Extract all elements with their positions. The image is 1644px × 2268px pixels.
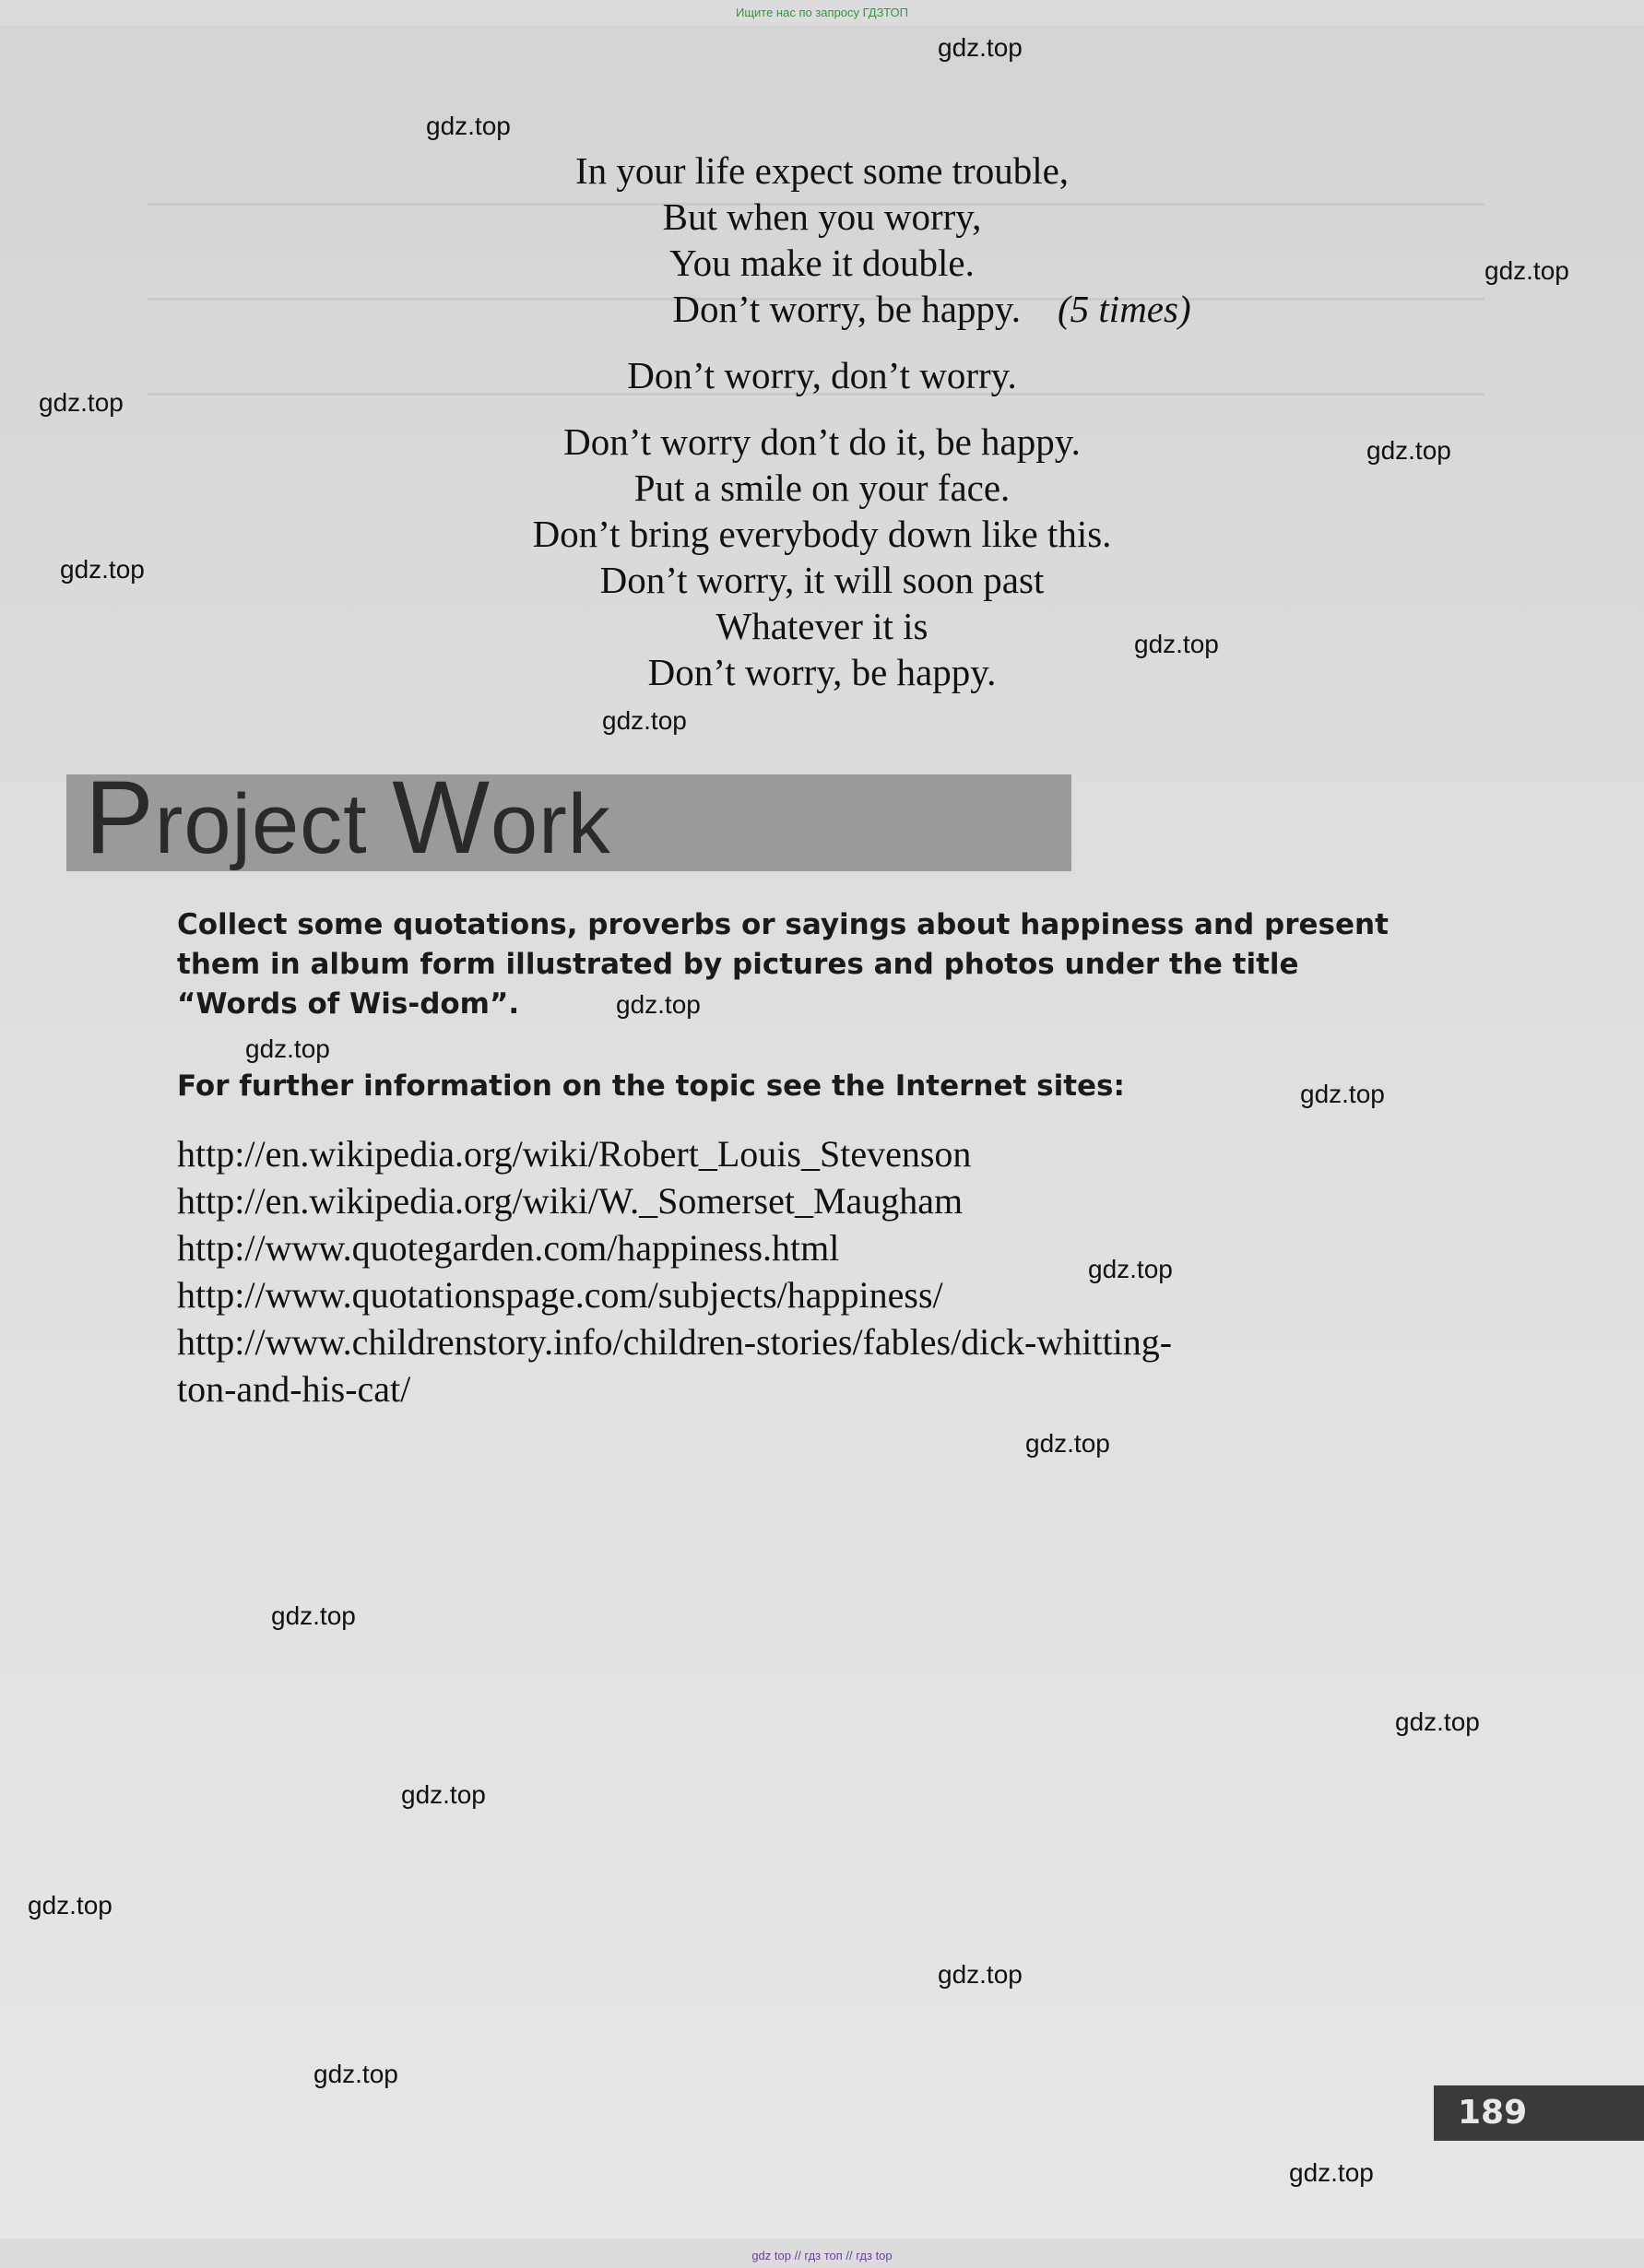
- poem-line: Put a smile on your face.: [633, 467, 1011, 509]
- link-maugham[interactable]: http://en.wikipedia.org/wiki/W._Somerset_Maugham: [177, 1180, 964, 1222]
- watermark: gdz.top: [1289, 2158, 1374, 2187]
- link-quotationspage[interactable]: http://www.quotationspage.com/subjects/happiness/: [177, 1274, 943, 1316]
- watermark: gdz.top: [1366, 436, 1451, 465]
- title-initial-w: W: [392, 760, 491, 875]
- watermark: gdz.top: [28, 1891, 112, 1920]
- watermark: gdz.top: [616, 990, 701, 1019]
- watermark: gdz.top: [426, 112, 511, 140]
- link-childrenstory-cont[interactable]: ton-and-his-cat/: [177, 1368, 411, 1410]
- poem-line: You make it double.: [669, 242, 975, 284]
- poem-line: Don’t worry, it will soon past: [599, 559, 1045, 601]
- watermark: gdz.top: [245, 1034, 330, 1063]
- watermark: gdz.top: [1088, 1255, 1173, 1283]
- watermark: gdz.top: [1025, 1429, 1110, 1458]
- watermark: gdz.top: [1484, 256, 1569, 285]
- link-childrenstory[interactable]: http://www.childrenstory.info/children-stories/fables/dick-whitting-: [177, 1321, 1173, 1363]
- poem: [0, 148, 1644, 695]
- watermark: gdz.top: [1300, 1080, 1385, 1108]
- project-work-title: [85, 760, 611, 875]
- watermark: gdz.top: [39, 388, 124, 417]
- poem-line: Don’t worry don’t do it, be happy.: [563, 420, 1081, 463]
- poem-line-refrain: [0, 286, 1644, 332]
- bottom-banner: gdz top // гдз топ // гдз top: [751, 2249, 893, 2262]
- link-stevenson[interactable]: http://en.wikipedia.org/wiki/Robert_Louis_Stevenson: [177, 1133, 972, 1175]
- title-part-roject: roject: [154, 777, 393, 871]
- poem-line: In your life expect some trouble,: [574, 149, 1070, 192]
- watermark: gdz.top: [938, 33, 1023, 62]
- link-list: [177, 1130, 1172, 1412]
- project-task-text: Collect some quotations, proverbs or sayings about happiness and present them in album form illustrated by pictures and photos under the title “Words of Wis-dom”.: [177, 908, 1389, 1021]
- poem-line: Whatever it is: [716, 605, 928, 647]
- title-part-ork: ork: [490, 777, 611, 871]
- poem-line: Don’t worry, don’t worry.: [627, 354, 1017, 396]
- poem-line: Don’t worry, be happy.: [672, 288, 1022, 330]
- watermark: gdz.top: [602, 706, 687, 735]
- poem-line: But when you worry,: [662, 195, 982, 238]
- further-info-heading: For further information on the topic see the Internet sites:: [177, 1069, 1125, 1103]
- watermark: gdz.top: [60, 555, 145, 584]
- top-banner: Ищите нас по запросу ГДЗТОП: [735, 6, 908, 19]
- watermark: gdz.top: [271, 1601, 356, 1630]
- page-number: 189: [1434, 2085, 1644, 2141]
- watermark: gdz.top: [313, 2060, 398, 2088]
- watermark: gdz.top: [1395, 1707, 1480, 1736]
- poem-line: Don’t bring everybody down like this.: [532, 513, 1112, 555]
- watermark: gdz.top: [1134, 630, 1219, 658]
- title-initial-p: P: [85, 760, 155, 875]
- poem-line: Don’t worry, be happy.: [647, 651, 997, 693]
- watermark: gdz.top: [401, 1780, 486, 1809]
- link-quotegarden[interactable]: http://www.quotegarden.com/happiness.html: [177, 1227, 840, 1269]
- watermark: gdz.top: [938, 1960, 1023, 1989]
- poem-times-note: (5 times): [1058, 288, 1191, 330]
